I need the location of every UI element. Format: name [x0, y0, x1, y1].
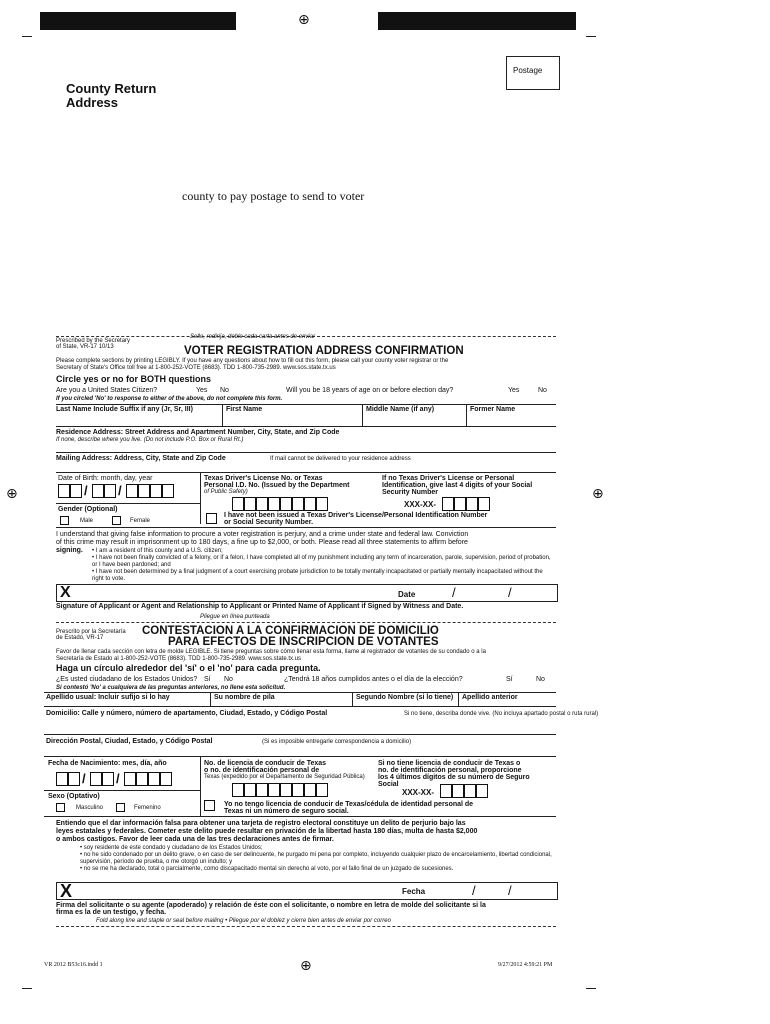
divider: [44, 816, 556, 817]
divider: [200, 756, 201, 816]
age-no[interactable]: No: [538, 387, 547, 394]
affirm-text: leyes estatales y federales. Cometer este delito puede resultar en privación de la libertad hasta 180 días, multa de hasta $2,000: [56, 828, 478, 835]
no-note: Si contestó 'No' a cualquiera de las preguntas anteriores, no llene esta solicitud.: [56, 685, 286, 691]
license-box[interactable]: [244, 783, 256, 797]
fold-line-label: Fold along line and staple or seal before mailing • Pliegue por el doblez y cierre bien antes de enviar por correo: [96, 918, 391, 924]
ssn-label: Security Number: [382, 489, 439, 496]
dob-box[interactable]: [70, 484, 82, 498]
divider: [200, 472, 201, 524]
citizen-question: Are you a United States Citizen?: [56, 387, 158, 394]
date-slash: /: [116, 771, 120, 786]
ssn-label: If no Texas Driver's License or Personal: [382, 475, 515, 482]
affirm-text: I understand that giving false information to procure a voter registration is perjury, and a crime under state and federal law. Conviction: [56, 531, 469, 538]
no-license-label: or Social Security Number.: [224, 519, 314, 526]
crop-mark: [586, 988, 596, 989]
intro-text: Please complete sections by printing LEGIBLY. If you have any questions about how to fill out this form, please call your county voter registrar or the: [56, 358, 449, 364]
license-label: Personal I.D. No. (Issued by the Department: [204, 482, 350, 489]
signature-label: firma es la de un testigo, y fecha.: [56, 909, 167, 916]
divider: [466, 404, 467, 426]
divider: [44, 734, 556, 735]
male-label: Male: [80, 518, 94, 524]
divider: [44, 706, 556, 707]
middle-name-label: Segundo Nombre (si lo tiene): [356, 694, 454, 701]
divider: [44, 790, 200, 791]
gender-label: Sexo (Optativo): [48, 793, 100, 800]
ssn-box[interactable]: [454, 497, 466, 511]
form-title: CONTESTACION A LA CONFIRMACION DE DOMICILIO: [142, 625, 439, 637]
no-license-checkbox[interactable]: [204, 800, 215, 811]
form-id: de Estado, VR-17: [56, 635, 104, 641]
license-box[interactable]: [256, 497, 268, 511]
license-box[interactable]: [316, 497, 328, 511]
signature-x: X: [60, 881, 73, 901]
middle-name-label: Middle Name (if any): [366, 406, 435, 413]
license-label: o no. de identificación personal de: [204, 767, 320, 774]
form-id: Prescrito por la Secretaría: [56, 629, 126, 635]
license-label: Texas (expedido por el Departamento de Seguridad Pública): [204, 774, 365, 780]
bullet-item: • I have not been finally convicted of a felony, or if a felon, I have completed all of my punishment including any term of incarceration, parole, supervision, period of probation, or I have been pardoned; and: [92, 555, 551, 568]
signing-label: signing.: [56, 547, 83, 554]
divider: [56, 527, 556, 528]
ssn-box[interactable]: [442, 497, 454, 511]
bullet-item: • no se me ha declarado, total o parcialmente, como discapacitado mental sin derecho al voto, por el fallo final de un juzgado de sucesiones.: [80, 866, 454, 872]
age-question: ¿Tendrá 18 años cumplidos antes o el día de la elección?: [284, 676, 463, 683]
dob-box[interactable]: [92, 484, 104, 498]
first-name-label: Su nombre de pila: [214, 694, 275, 701]
affirm-text: of this crime may result in imprisonment up to 180 days, a fine up to $2,000, or both. Please read all three statements to affirm before: [56, 539, 468, 546]
postage-box: [506, 56, 560, 90]
dob-box[interactable]: [160, 772, 172, 786]
postage-label: Postage: [513, 66, 543, 75]
affirm-text: o ambos castigos. Favor de leer cada una de las tres declaraciones antes de firmar.: [56, 836, 334, 843]
license-label: of Public Safety): [204, 489, 248, 495]
license-box[interactable]: [304, 783, 316, 797]
no-license-label: I have not been issued a Texas Driver's License/Personal Identification Number: [224, 512, 488, 519]
crop-mark: [22, 988, 32, 989]
date-slash: /: [452, 585, 456, 600]
signature-label: Firma del solicitante o su agente (apoderado) y relación de éste con el solicitante, o nombre en letra de molde del solicitante si la: [56, 902, 486, 909]
license-box[interactable]: [304, 497, 316, 511]
return-address-line: Address: [66, 95, 119, 110]
dob-label: Fecha de Nacimiento: mes, día, año: [48, 760, 167, 767]
ssn-prefix: XXX-XX-: [402, 788, 435, 797]
fold-line-label: Pliegue en línea punteada: [200, 614, 270, 620]
date-label: Date: [398, 590, 416, 599]
no-note: If you circled 'No' to response to either of the above, do not complete this form.: [56, 396, 283, 402]
license-box[interactable]: [280, 497, 292, 511]
dob-box[interactable]: [90, 772, 102, 786]
bullet-item: • I have not been determined by a final judgment of a court exercising probate jurisdiction to be totally mentally incapacitated or partially mentally incapacitated without the right to vote.: [92, 569, 543, 582]
ssn-box[interactable]: [452, 784, 464, 798]
gender-label: Gender (Optional): [58, 506, 118, 513]
dob-box[interactable]: [58, 484, 70, 498]
license-box[interactable]: [268, 783, 280, 797]
female-label: Femenino: [134, 805, 161, 811]
last-name-label: Apellido usual: Incluir sufijo si lo hay: [46, 694, 170, 701]
divider: [56, 472, 556, 473]
ssn-label: Social: [378, 781, 399, 788]
date-slash: /: [82, 771, 86, 786]
residence-note: If none, describe where you live. (Do not include P.O. Box or Rural Rt.): [56, 437, 244, 443]
ssn-label: Si no tiene licencia de conducir de Texas o: [378, 760, 521, 767]
mailing-note: (Si es imposible entregarle correspondencia a domicilio): [262, 739, 412, 745]
bullet-item: • I am a resident of this county and a U.S. citizen;: [92, 548, 223, 554]
mailing-label: Dirección Postal, Ciudad, Estado, y Código Postal: [46, 738, 213, 745]
license-box[interactable]: [232, 783, 244, 797]
citizen-question: ¿Es usted ciudadano de los Estados Unidos?: [56, 676, 198, 683]
divider: [56, 503, 200, 504]
dob-box[interactable]: [148, 772, 160, 786]
ssn-label: no. de identificación personal, proporcione: [378, 767, 522, 774]
bullet-item: • soy residente de este condado y ciudadano de los Estados Unidos;: [80, 845, 263, 851]
license-box[interactable]: [280, 783, 292, 797]
dob-label: Date of Birth: month, day, year: [58, 475, 153, 482]
no-license-label: Yo no tengo licencia de conducir de Texas/cédula de identidad personal de: [224, 801, 474, 808]
fold-note: Sello, redirija, doble cada carta antes de enviar: [190, 334, 316, 340]
license-box[interactable]: [316, 783, 328, 797]
license-box[interactable]: [268, 497, 280, 511]
form-title: PARA EFECTOS DE INSCRIPCION DE VOTANTES: [168, 636, 439, 648]
license-box[interactable]: [232, 497, 244, 511]
dob-box[interactable]: [162, 484, 174, 498]
signature-box[interactable]: [56, 882, 558, 900]
date-slash: /: [508, 883, 512, 898]
signature-x: X: [60, 584, 71, 601]
residence-label: Domicilio: Calle y número, número de apartamento, Ciudad, Estado, y Código Postal: [46, 710, 328, 717]
signature-label: Signature of Applicant or Agent and Relationship to Applicant or Printed Name of Applicant if Signed by Witness and Date.: [56, 603, 464, 610]
dob-box[interactable]: [150, 484, 162, 498]
postage-instruction: county to pay postage to send to voter: [182, 189, 365, 203]
female-label: Female: [130, 518, 151, 524]
ssn-prefix: XXX-XX-: [404, 500, 437, 509]
signature-box[interactable]: [56, 584, 558, 602]
divider: [210, 692, 211, 706]
dob-box[interactable]: [136, 772, 148, 786]
registration-mark-icon: ⊕: [298, 11, 310, 27]
fold-line: [56, 926, 556, 928]
date-slash: /: [118, 483, 122, 498]
intro-text: Secretaría de Estado al 1-800-252-VOTE (8683). TDD 1-800-735-2989. www.sos.state.tx.us: [56, 656, 302, 662]
license-label: No. de licencia de conducir de Texas: [204, 760, 327, 767]
dob-box[interactable]: [56, 772, 68, 786]
dob-box[interactable]: [104, 484, 116, 498]
registration-mark-icon: ⊕: [300, 957, 312, 973]
no-license-checkbox[interactable]: [206, 513, 217, 524]
former-name-label: Apellido anterior: [462, 694, 518, 701]
dob-box[interactable]: [126, 484, 138, 498]
ssn-box[interactable]: [476, 784, 488, 798]
citizen-yes[interactable]: Sí: [204, 676, 211, 683]
age-no[interactable]: No: [536, 676, 545, 683]
divider: [458, 692, 459, 706]
affirm-text: Entiendo que el dar información falsa para obtener una tarjeta de registro electoral constituye un delito de perjurio bajo las: [56, 820, 466, 827]
intro-text: Secretary of State's Office toll free at 1-800-252-VOTE (8683). TDD 1-800-735-2989. www.sos.state.tx.us: [56, 365, 336, 371]
former-name-label: Former Name: [470, 406, 516, 413]
divider: [56, 426, 556, 427]
license-box[interactable]: [292, 497, 304, 511]
divider: [222, 404, 223, 426]
age-question: Will you be 18 years of age on or before election day?: [286, 387, 454, 394]
first-name-label: First Name: [226, 406, 263, 413]
divider: [352, 692, 353, 706]
mailing-label: Mailing Address: Address, City, State and Zip Code: [56, 455, 226, 462]
age-yes[interactable]: Yes: [508, 387, 520, 394]
last-name-label: Last Name Include Suffix if any (Jr, Sr, III): [56, 406, 193, 413]
citizen-no[interactable]: No: [224, 676, 233, 683]
form-id: Prescribed by the Secretary: [56, 338, 131, 344]
male-label: Masculino: [76, 805, 104, 811]
dob-box[interactable]: [124, 772, 136, 786]
residence-note: Si no tiene, describa donde vive. (No incluya apartado postal o ruta rural): [404, 711, 599, 717]
license-box[interactable]: [292, 783, 304, 797]
date-slash: /: [472, 883, 476, 898]
divider: [362, 404, 363, 426]
form-title: VOTER REGISTRATION ADDRESS CONFIRMATION: [184, 345, 464, 357]
crop-mark: [586, 36, 596, 37]
ssn-box[interactable]: [464, 784, 476, 798]
date-label: Fecha: [402, 887, 426, 896]
registration-bar: [378, 12, 576, 30]
form-id: of State, VR-17 10/13: [56, 344, 114, 350]
intro-text: Favor de llenar cada sección con letra de molde LEGIBLE. Si tiene preguntas sobre cómo llenar esta forma, llame al registrador de votantes de su condado o a la: [56, 649, 486, 655]
divider: [56, 452, 556, 453]
no-license-label: Texas ni un número de seguro social.: [224, 808, 349, 815]
return-address-line: County Return: [66, 81, 157, 96]
license-label: Texas Driver's License No. or Texas: [204, 475, 323, 482]
print-slug: VR 2012 B53c16.indd 1: [44, 962, 103, 968]
ssn-box[interactable]: [466, 497, 478, 511]
divider: [56, 404, 556, 405]
ssn-label: los 4 últimos dígitos de su número de Seguro: [378, 774, 530, 781]
license-box[interactable]: [256, 783, 268, 797]
ssn-label: Identification, give last 4 digits of your Social: [382, 482, 533, 489]
license-box[interactable]: [244, 497, 256, 511]
crop-mark: [22, 36, 32, 37]
residence-label: Residence Address: Street Address and Apartment Number, City, State, and Zip Code: [56, 429, 340, 436]
dob-box[interactable]: [102, 772, 114, 786]
female-checkbox[interactable]: [112, 516, 121, 525]
registration-mark-icon: ⊕: [592, 485, 604, 501]
citizen-no[interactable]: No: [220, 387, 229, 394]
divider: [44, 756, 556, 757]
mailing-note: If mail cannot be delivered to your residence address: [270, 456, 411, 462]
female-checkbox[interactable]: [116, 803, 125, 812]
male-checkbox[interactable]: [56, 803, 65, 812]
citizen-yes[interactable]: Yes: [196, 387, 208, 394]
ssn-box[interactable]: [440, 784, 452, 798]
circle-heading: Circle yes or no for BOTH questions: [56, 374, 212, 384]
date-slash: /: [508, 585, 512, 600]
dob-box[interactable]: [68, 772, 80, 786]
registration-mark-icon: ⊕: [6, 485, 18, 501]
date-slash: /: [84, 483, 88, 498]
fold-line: [56, 622, 556, 624]
ssn-box[interactable]: [478, 497, 490, 511]
registration-bar: [40, 12, 236, 30]
print-slug: 9/27/2012 4:59:21 PM: [498, 962, 553, 968]
divider: [44, 692, 556, 693]
circle-heading: Haga un círculo alrededor del 'sí' o el 'no' para cada pregunta.: [56, 663, 321, 673]
bullet-item: • no he sido condenado por un delito grave, o en caso de ser delincuente, he purgado mi pena por completo, incluyendo cualquier plazo de encarcelamiento, libertad condicional, supervisión, período de prueba, o me otorgó un indulto; y: [80, 852, 552, 865]
age-yes[interactable]: Sí: [506, 676, 513, 683]
dob-box[interactable]: [138, 484, 150, 498]
male-checkbox[interactable]: [60, 516, 69, 525]
